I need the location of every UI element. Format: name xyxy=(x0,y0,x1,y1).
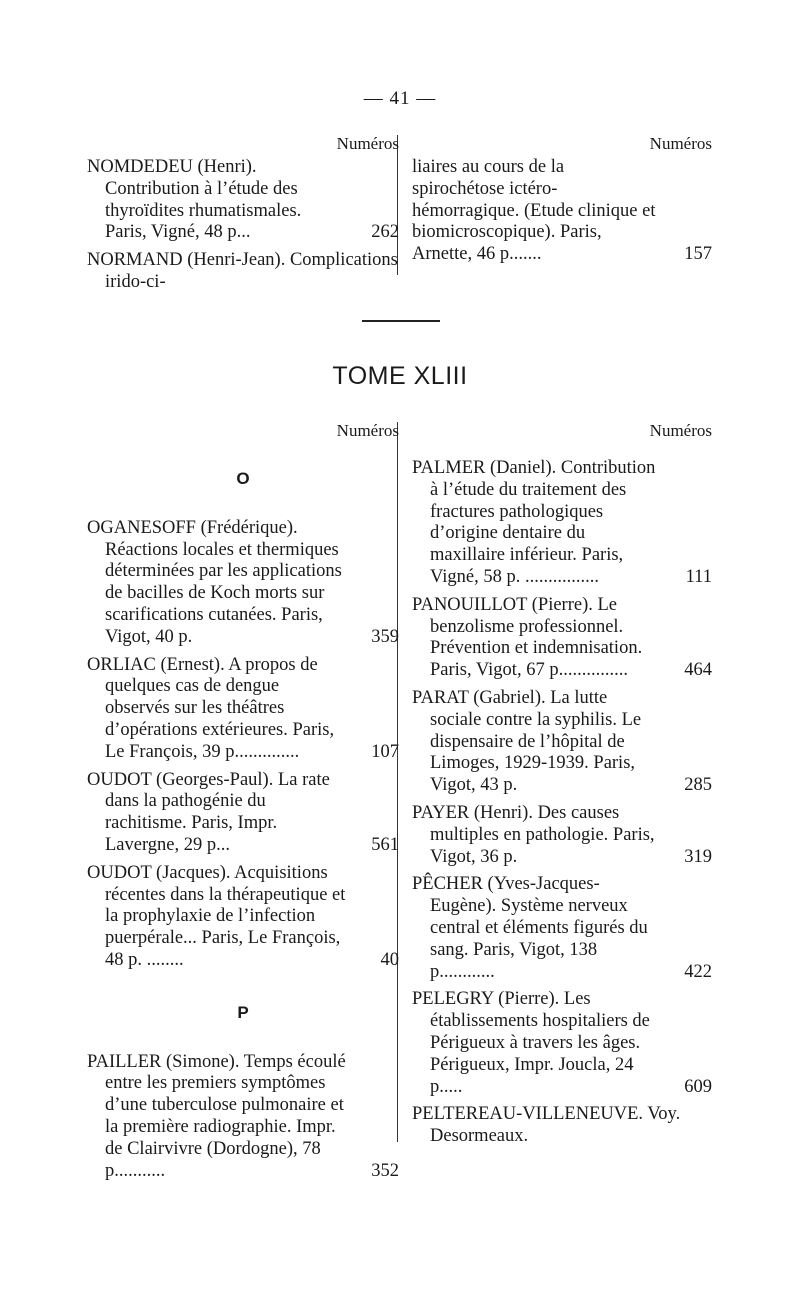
numeros-header: Numéros xyxy=(336,134,399,153)
entry-text: PELTEREAU-VILLENEUVE. Voy. Desormeaux. xyxy=(412,1104,681,1147)
entry-text: ORLIAC (Ernest). A propos de quelques cas de dengue observés sur les théâtres d’opérations extérieures. Paris, Le François, 39 p.............. xyxy=(87,654,335,762)
entry-number: 352 xyxy=(371,1160,399,1181)
entry-number: 319 xyxy=(684,846,712,867)
index-entry xyxy=(412,989,712,1098)
column-right-bottom xyxy=(412,420,712,1148)
entry-number: 464 xyxy=(684,660,712,681)
entry-text: PARAT (Gabriel). La lutte sociale contre la syphilis. Le dispensaire de l’hôpital de Limoges, 1929-1939. Paris, Vigot, 43 p. xyxy=(412,687,642,796)
index-entry xyxy=(412,688,712,797)
numeros-header: Numéros xyxy=(649,134,712,153)
index-entry xyxy=(412,458,712,589)
entry-text: NOMDEDEU (Henri). Contribution à l’étude des thyroïdites rhumatismales. Paris, Vigné, 48 p... xyxy=(87,157,302,243)
column-left-bottom xyxy=(87,420,399,1182)
entry-number: 359 xyxy=(371,626,399,647)
index-entry xyxy=(412,1104,712,1148)
entry-text: PÊCHER (Yves-Jacques-Eugène). Système nerveux central et éléments figurés du sang. Paris, Vigot, 138 p............ xyxy=(412,874,648,982)
entry-number: 107 xyxy=(371,741,399,762)
index-entry xyxy=(87,770,399,857)
entry-text: PELEGRY (Pierre). Les établissements hospitaliers de Périgueux à travers les âges. Périgueux, Impr. Joucla, 24 p..... xyxy=(412,989,650,1097)
index-entry xyxy=(87,157,399,244)
entry-number: 262 xyxy=(371,222,399,243)
index-entry xyxy=(87,863,399,972)
index-entry xyxy=(412,874,712,983)
section-separator-rule xyxy=(362,320,440,322)
entry-text: PAYER (Henri). Des causes multiples en pathologie. Paris, Vigot, 36 p. xyxy=(412,802,655,867)
spacer xyxy=(412,444,712,458)
column-left-top xyxy=(87,133,399,294)
entry-number: 609 xyxy=(684,1076,712,1097)
entry-number: 40 xyxy=(380,949,399,970)
entry-number: 111 xyxy=(685,566,712,587)
letter-heading-o: O xyxy=(236,469,250,488)
entry-text: OUDOT (Jacques). Acquisitions récentes dans la thérapeutique et la prophylaxie de l’infection puerpérale... Paris, Le François, 48 p. ........ xyxy=(87,862,346,970)
index-entry xyxy=(87,1052,399,1183)
entry-text: PANOUILLOT (Pierre). Le benzolisme professionnel. Prévention et indemnisation. Paris, Vigot, 67 p............... xyxy=(412,594,643,681)
entry-number: 285 xyxy=(684,775,712,796)
entry-text: OGANESOFF (Frédérique). Réactions locales et thermiques déterminées par les applications de bacilles de Koch morts sur scarifications cutanées. Paris, Vigot, 40 p. xyxy=(87,517,342,647)
index-entry xyxy=(412,595,712,682)
tome-title: TOME XLIII xyxy=(332,362,468,390)
entry-text: PALMER (Daniel). Contribution à l’étude du traitement des fractures pathologiques d’origine dentaire du maxillaire inférieur. Paris, Vigné, 58 p. ................ xyxy=(412,458,656,587)
entry-text: OUDOT (Georges-Paul). La rate dans la pathogénie du rachitisme. Paris, Impr. Lavergne, 29 p... xyxy=(87,769,330,855)
index-entry xyxy=(87,518,399,649)
index-entry xyxy=(412,157,712,266)
numeros-header: Numéros xyxy=(649,421,712,440)
entry-text: liaires au cours de la spirochétose ictéro-hémorragique. (Etude clinique et biomicroscopique). Paris, Arnette, 46 p....... xyxy=(412,157,656,265)
column-right-top xyxy=(412,133,712,266)
entry-number: 157 xyxy=(684,244,712,265)
entry-text: NORMAND (Henri-Jean). Complications irido-ci- xyxy=(87,250,398,292)
entry-number: 561 xyxy=(371,834,399,855)
letter-heading-p: P xyxy=(237,1002,249,1022)
page-number: — 41 — xyxy=(363,88,437,109)
entry-text: PAILLER (Simone). Temps écoulé entre les premiers symptômes d’une tuberculose pulmonaire et la première radiographie. Impr. de Clairvivre (Dordogne), 78 p........... xyxy=(87,1051,346,1181)
index-entry xyxy=(87,250,399,294)
numeros-header: Numéros xyxy=(336,421,399,440)
index-entry xyxy=(87,655,399,764)
entry-number: 422 xyxy=(684,961,712,982)
index-entry xyxy=(412,803,712,868)
